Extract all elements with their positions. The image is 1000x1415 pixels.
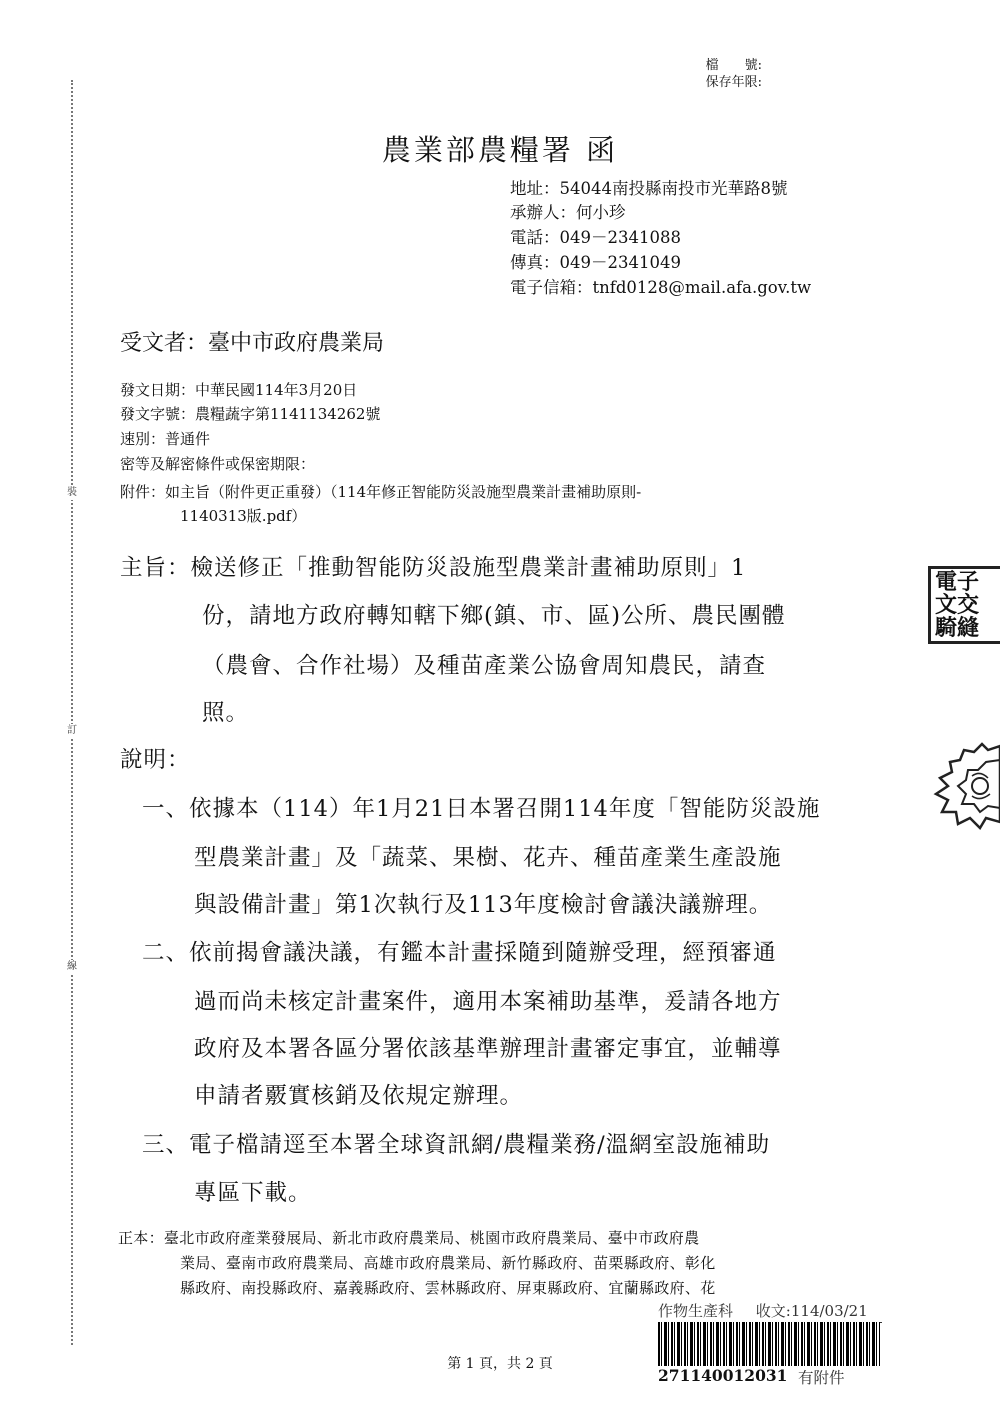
copies-line-3: 縣政府、南投縣政府、嘉義縣政府、雲林縣政府、屏東縣政府、宜蘭縣政府、花	[180, 1279, 716, 1297]
binding-char-middle: 訂	[64, 724, 80, 738]
recipient: 受文者：臺中市政府農業局	[120, 331, 385, 356]
barcode-number: 271140012031	[658, 1366, 788, 1385]
seal-icon	[928, 740, 1000, 830]
retention-label: 保存年限:	[705, 75, 762, 90]
explanation-heading: 說明：	[120, 747, 191, 773]
page-number: 第 1 頁，共 2 頁	[447, 1356, 553, 1372]
subject-line-3: （農會、合作社場）及種苗產業公協會周知農民，請查	[202, 653, 767, 679]
binding-char-bottom: 線	[64, 960, 80, 974]
attachment-line-1: 附件：如主旨（附件更正重發）（114年修正智能防災設施型農業計畫補助原則-	[120, 483, 642, 501]
stamp-row-2: 文交	[935, 592, 980, 618]
item-3-line-1: 三、電子檔請逕至本署全球資訊網/農糧業務/溫網室設施補助	[142, 1132, 771, 1158]
receipt-info	[658, 1300, 882, 1323]
contact-fax: 傳真：049－2341049	[510, 253, 681, 272]
stamp-row-3: 騎縫	[935, 615, 980, 641]
contact-email: 電子信箱：tnfd0128@mail.afa.gov.tw	[510, 278, 812, 297]
receiving-department: 作物生產科	[658, 1302, 734, 1320]
subject-line-2: 份，請地方政府轉知轄下鄉(鎮、市、區)公所、農民團體	[202, 603, 786, 629]
contact-address: 地址：54044南投縣南投市光華路8號	[510, 179, 788, 198]
item-2-line-2: 過而尚未核定計畫案件，適用本案補助基準，爰請各地方	[194, 989, 782, 1015]
item-2-line-1: 二、依前揭會議決議，有鑑本計畫採隨到隨辦受理，經預審通	[142, 940, 777, 966]
copies-line-1: 正本：臺北市政府產業發展局、新北市政府農業局、桃園市政府農業局、臺中市政府農	[118, 1229, 700, 1247]
seam-stamp	[928, 566, 1000, 644]
security-level: 密等及解密條件或保密期限：	[120, 455, 316, 473]
item-2-line-3: 政府及本署各區分署依該基準辦理計畫審定事宜，並輔導	[194, 1036, 782, 1062]
subject-line-4: 照。	[202, 700, 250, 726]
item-3-line-2: 專區下載。	[194, 1180, 312, 1206]
item-1-line-1: 一、依據本（114）年1月21日本署召開114年度「智能防災設施	[142, 796, 821, 822]
stamp-row-1: 電子	[935, 569, 980, 595]
attachment-line-2: 1140313版.pdf）	[180, 507, 307, 525]
contact-officer: 承辦人：何小珍	[510, 203, 626, 222]
file-number-label: 檔 號:	[705, 58, 762, 73]
item-2-line-4: 申請者覈實核銷及依規定辦理。	[194, 1083, 524, 1109]
item-1-line-2: 型農業計畫」及「蔬菜、果樹、花卉、種苗產業生產設施	[194, 845, 782, 871]
copies-line-2: 業局、臺南市政府農業局、高雄市政府農業局、新竹縣政府、苗栗縣政府、彰化	[180, 1254, 716, 1272]
priority: 速別：普通件	[120, 430, 211, 448]
item-1-line-3: 與設備計畫」第1次執行及113年度檢討會議決議辦理。	[194, 892, 773, 918]
reference-number: 發文字號：農糧蔬字第1141134262號	[120, 405, 381, 423]
subject-line-1: 主旨：檢送修正「推動智能防災設施型農業計畫補助原則」1	[120, 555, 747, 581]
attachment-flag: 有附件	[798, 1369, 845, 1387]
binding-char-top: 裝	[64, 486, 80, 500]
document-title: 農業部農糧署 函	[381, 133, 619, 167]
binding-line	[71, 80, 73, 1345]
issue-date: 發文日期：中華民國114年3月20日	[120, 381, 358, 399]
contact-phone: 電話：049－2341088	[510, 228, 681, 247]
received-date: 收文:114/03/21	[755, 1302, 868, 1320]
